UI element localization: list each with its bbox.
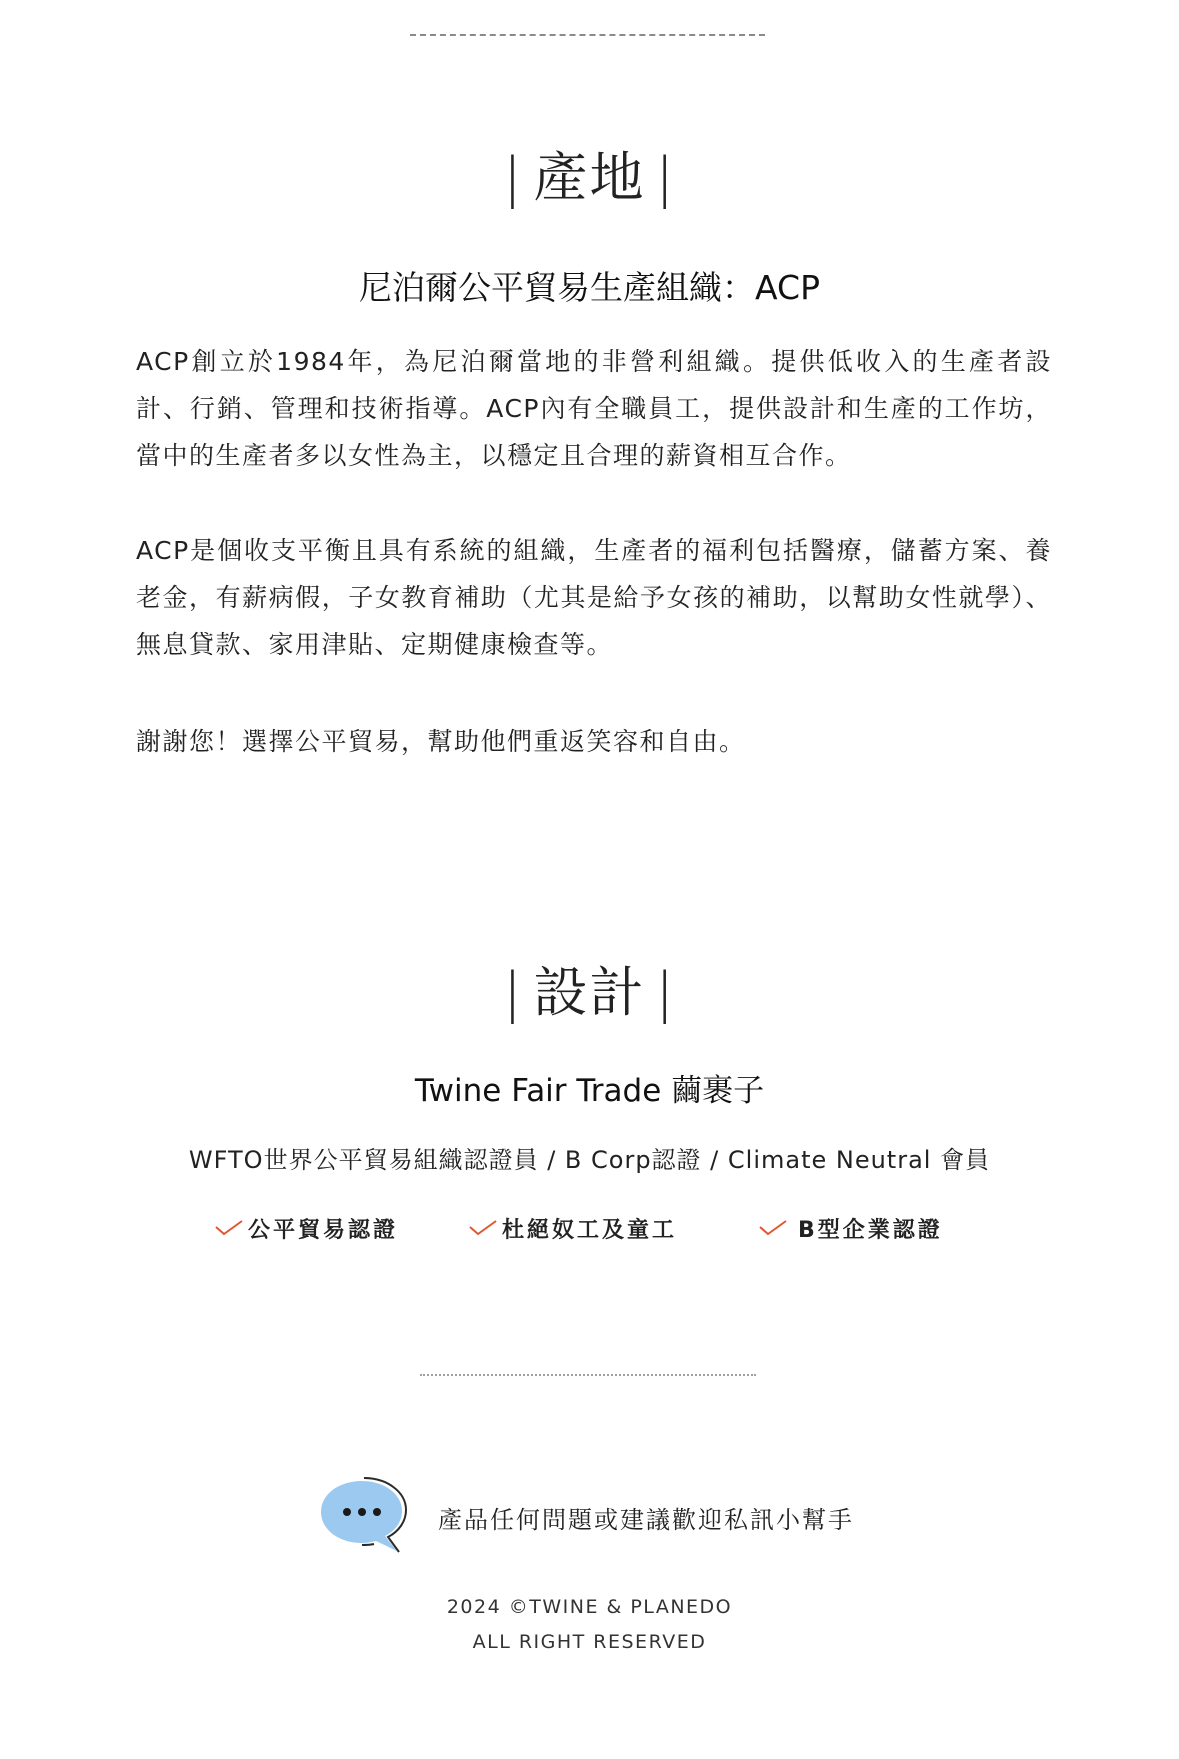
origin-section-heading: | 產地 | [503, 146, 676, 209]
badge-label: B型企業認證 [798, 1217, 943, 1243]
origin-heading-text: 產地 [533, 146, 646, 209]
check-icon [214, 1218, 244, 1238]
origin-org-title: 尼泊爾公平貿易生產組織：ACP [359, 268, 820, 307]
dotted-divider [420, 1374, 756, 1376]
top-dashed-divider [410, 34, 765, 36]
badge-no-forced-labor [468, 1210, 677, 1246]
badge-label: 杜絕奴工及童工 [502, 1217, 678, 1243]
origin-paragraph-3: 謝謝您！選擇公平貿易，幫助他們重返笑容和自由。 [136, 727, 746, 756]
badge-fair-trade [214, 1210, 398, 1246]
check-icon [758, 1218, 788, 1238]
brand-title: Twine Fair Trade 繭裹子 [414, 1073, 765, 1109]
footer-rights: ALL RIGHT RESERVED [472, 1631, 707, 1653]
contact-message[interactable]: 產品任何問題或建議歡迎私訊小幫手 [438, 1506, 854, 1534]
design-heading-text: 設計 [533, 961, 646, 1024]
chat-bubble-icon[interactable] [314, 1475, 410, 1557]
design-section-heading: | 設計 | [503, 961, 676, 1024]
badge-label: 公平貿易認證 [248, 1217, 399, 1243]
membership-line: WFTO世界公平貿易組織認證員 / B Corp認證 / Climate Neutral 會員 [188, 1146, 991, 1174]
footer-copyright: 2024 ©TWINE & PLANEDO [446, 1596, 733, 1618]
origin-paragraph-2: ACP是個收支平衡且具有系統的組織，生產者的福利包括醫療，儲蓄方案、養老金，有薪病假，子女教育補助（尤其是給予女孩的補助，以幫助女性就學）、無息貸款、家用津貼、定期健康檢查等。 [136, 536, 1052, 659]
check-icon [468, 1218, 498, 1238]
origin-paragraph-1: ACP創立於1984年，為尼泊爾當地的非營利組織。提供低收入的生產者設計、行銷、管理和技術指導。ACP內有全職員工，提供設計和生產的工作坊，當中的生產者多以女性為主，以穩定且合理的薪資相互合作。 [136, 347, 1052, 470]
badge-b-corp [758, 1210, 943, 1246]
